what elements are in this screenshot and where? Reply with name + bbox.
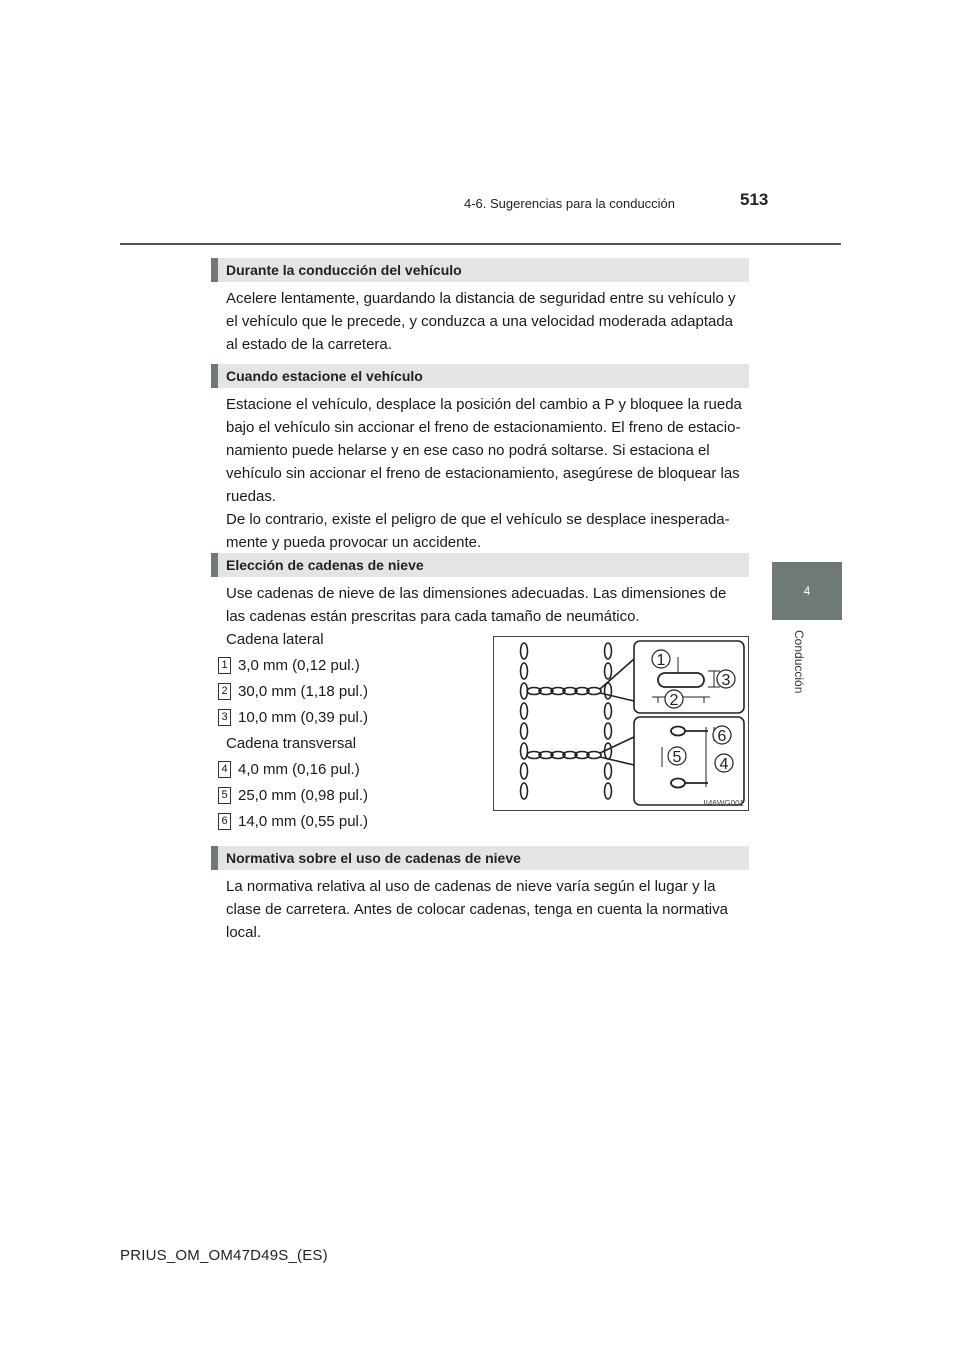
dimension-item-3 [218, 709, 368, 726]
text-line: Estacione el vehículo, desplace la posición del cambio a P y bloquee la rueda [226, 396, 742, 413]
dimension-value: 14,0 mm (0,55 pul.) [238, 813, 369, 830]
dimension-value: 30,0 mm (1,18 pul.) [238, 683, 369, 700]
callout-number: 6 [218, 813, 231, 830]
snow-chain-figure [493, 636, 749, 811]
dimension-item-4 [218, 761, 360, 778]
section-body-driving [226, 287, 744, 356]
text-line: el vehículo que le precede, y conduzca a una velocidad moderada adaptada [226, 313, 734, 330]
chapter-tab: 4 [772, 562, 842, 620]
section-body-regulations [226, 875, 744, 944]
dimension-value: 10,0 mm (0,39 pul.) [238, 709, 369, 726]
callout-number: 2 [218, 683, 231, 700]
section-header-driving: Durante la conducción del vehículo [211, 258, 749, 282]
document-id: PRIUS_OM_OM47D49S_(ES) [120, 1247, 328, 1264]
figure-callout-5: 5 [672, 749, 682, 766]
text-line: Acelere lentamente, guardando la distancia de seguridad entre su vehículo y [226, 290, 736, 307]
text-line: las cadenas están prescritas para cada tamaño de neumático. [226, 608, 640, 625]
text-line: bajo el vehículo sin accionar el freno de estacionamiento. El freno de estacio- [226, 419, 741, 436]
vertical-chain-left [521, 643, 528, 799]
section-body-parking [226, 393, 744, 554]
callout-number: 5 [218, 787, 231, 804]
text-line: ruedas. [226, 488, 277, 505]
text-line: Use cadenas de nieve de las dimensiones adecuadas. Las dimensiones de [226, 585, 727, 602]
callout-number: 1 [218, 657, 231, 674]
snow-chain-illustration [494, 637, 748, 810]
text-line: namiento puede helarse y en ese caso no podrá soltarse. Si estaciona el [226, 442, 710, 459]
figure-callout-1: 1 [656, 652, 666, 669]
section-header-regulations: Normativa sobre el uso de cadenas de nieve [211, 846, 749, 870]
callout-number: 4 [218, 761, 231, 778]
dimension-value: 25,0 mm (0,98 pul.) [238, 787, 369, 804]
horizontal-chain-lower [527, 752, 601, 759]
dimension-value: 3,0 mm (0,12 pul.) [238, 657, 360, 674]
dimension-item-2 [218, 683, 368, 700]
dimension-item-5 [218, 787, 368, 804]
side-chain-label: Cadena lateral [226, 631, 324, 648]
figure-callout-4: 4 [719, 756, 729, 773]
callout-number: 3 [218, 709, 231, 726]
chapter-tab-label: Conducción [792, 630, 806, 694]
text-line: clase de carretera. Antes de colocar cadenas, tenga en cuenta la normativa [226, 901, 728, 918]
text-line: vehículo sin accionar el freno de estacionamiento, asegúrese de bloquear las [226, 465, 740, 482]
section-header-parking: Cuando estacione el vehículo [211, 364, 749, 388]
section-body-snow-chains [226, 582, 744, 628]
section-header-snow-chains: Elección de cadenas de nieve [211, 553, 749, 577]
text-line: local. [226, 924, 262, 941]
figure-callout-6: 6 [717, 728, 727, 745]
cross-chain-label: Cadena transversal [226, 735, 357, 752]
text-line: La normativa relativa al uso de cadenas de nieve varía según el lugar y la [226, 878, 716, 895]
dimension-item-1 [218, 657, 360, 674]
header-divider [120, 243, 841, 245]
dimension-value: 4,0 mm (0,16 pul.) [238, 761, 360, 778]
figure-callout-3: 3 [721, 672, 731, 689]
vertical-chain-right [605, 643, 612, 799]
text-line: De lo contrario, existe el peligro de que el vehículo se desplace inesperada- [226, 511, 730, 528]
figure-callout-2: 2 [669, 692, 679, 709]
text-line: al estado de la carretera. [226, 336, 392, 353]
figure-code: II46WG001 [703, 799, 744, 808]
dimension-item-6 [218, 813, 368, 830]
running-header-section: 4-6. Sugerencias para la conducción [464, 196, 676, 211]
page-number: 513 [740, 190, 769, 209]
text-line: mente y pueda provocar un accidente. [226, 534, 482, 551]
horizontal-chain-upper [527, 688, 601, 695]
